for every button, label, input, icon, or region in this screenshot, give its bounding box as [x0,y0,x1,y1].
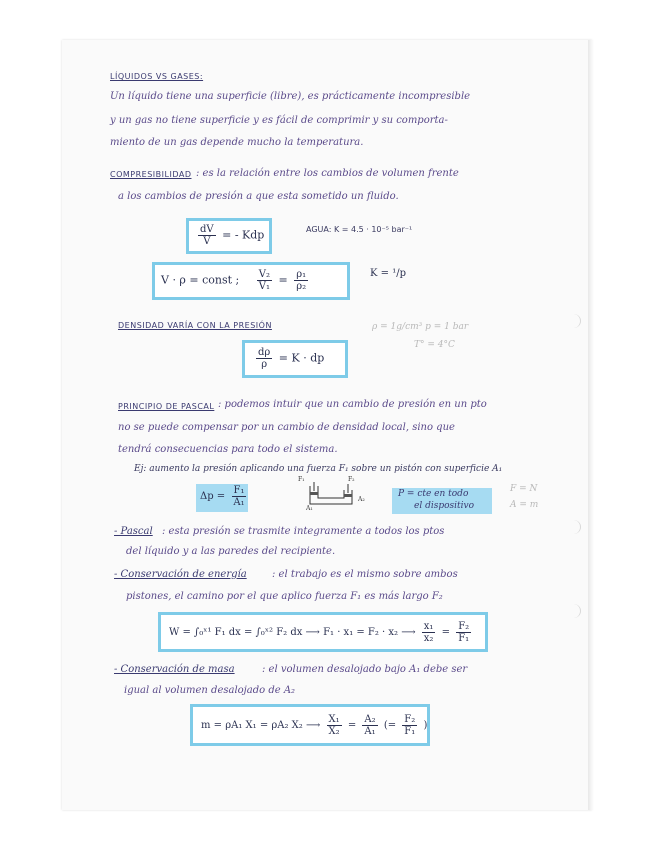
f1-numerator: F₁ [233,485,245,496]
diagram-a2-label: A₂ [358,496,365,503]
compressibility-equation [195,224,264,247]
pressure-change-equation [200,485,250,508]
rho1-over-rho2 [294,269,308,292]
v1-denominator: V₁ [258,281,270,292]
margin-mark [566,520,581,534]
mass-equation: m = ρA₁ X₁ = ρA₂ X₂ ⟶ $\frac{\text{X₁}}{\text{X₂}}$ = $\frac{\text{A₂}}{\text{A₁}}$ (= $\frac{\text{F₂}}{\text{F₁}}$ ) [201,714,428,737]
diagram-f2-label: F₂ [348,476,355,483]
density-reference-note-2: T° = 4°C [414,340,455,350]
mass-relation: m = ρA₁ X₁ = ρA₂ X₂ ⟶ [201,720,321,731]
pascal-line-2: no se puede compensar por un cambio de densidad local, sino que [118,422,455,433]
a2-numerator: A₂ [364,714,376,725]
pressure-change-box [196,484,248,512]
pascal-bullet-label: - Pascal [114,526,153,537]
v-denominator: V [203,236,211,247]
constant-pressure-line-1: P = cte en todo [398,489,469,499]
x1-numerator: x₁ [423,621,434,632]
compressibility-equation-box [186,218,272,254]
density-reference-note-1: ρ = 1g/cm³ p = 1 bar [372,322,469,332]
pascal-bullet-line-1: : esta presión se trasmite integramente a todos los ptos [162,526,445,537]
f2-over-f1-mass [402,714,417,737]
constant-pressure-line-2: el dispositivo [414,501,474,511]
v-rho-const: V · ρ = const ; [161,273,240,287]
density-rhs: = K · dp [278,351,325,365]
compressibility-heading: COMPRESIBILIDAD [110,170,192,179]
compressibility-line-1: : es la relación entre los cambios de volumen frente [196,168,459,179]
constant-pressure-box [392,488,492,514]
density-volume-equation-box [152,262,350,300]
pascal-example: Ej: aumento la presión aplicando una fuerza F₁ sobre un pistón con superficie A₁ [134,464,503,474]
mass-x1-numerator: X₁ [328,714,340,725]
mass-equation-box [190,704,430,746]
units-note-force: F = N [510,484,538,494]
x2-denominator: x₂ [423,633,434,644]
density-heading: DENSIDAD VARÍA CON LA PRESIÓN [118,321,272,330]
pascal-line-3: tendrá consecuencias para todo el sistema. [118,444,338,455]
pascal-line-1: : podemos intuir que un cambio de presión en un pto [218,399,487,410]
density-volume-equation: V · ρ = const ; $\frac{\text{V₂}}{\text{V₁}}$ = $\frac{\text{ρ₁}}{\text{ρ₂}}$ [161,269,307,292]
mass-bullet-line-1: : el volumen desalojado bajo A₁ debe ser [262,664,468,675]
f2-over-f1 [456,621,471,644]
mass-bullet-label: - Conservación de masa [114,664,235,675]
mass-bullet-line-2: igual al volumen desalojado de A₂ [124,685,296,696]
diagram-f1-label: F₁ [298,476,305,483]
f2-numerator: F₂ [458,621,470,632]
drho-over-rho [256,347,272,370]
energy-equation-box [158,612,488,652]
compressibility-rhs: = - Kdp [222,228,265,242]
f1-denominator: F₁ [458,633,470,644]
pascal-bullet-line-2: del líquido y a las paredes del recipiente. [126,546,336,557]
x1-over-x2 [422,621,436,644]
liquids-line-1: Un líquido tiene una superficie (libre), es prácticamente incompresible [110,91,471,102]
pascal-heading: PRINCIPIO DE PASCAL [118,402,215,411]
energy-bullet-line-2: pistones, el camino por el que aplico fuerza F₁ es más largo F₂ [126,591,443,602]
v2-numerator: V₂ [258,269,270,280]
density-equation [253,347,324,370]
margin-mark [566,604,581,618]
energy-bullet-line-1: : el trabajo es el mismo sobre ambos [272,569,458,580]
dv-over-v [198,224,216,247]
water-compressibility-note: AGUA: K = 4.5 · 10⁻⁵ bar⁻¹ [306,225,413,234]
dv-numerator: dV [200,224,214,235]
dp-label: Δp = [200,491,226,502]
mass-f2-numerator: F₂ [404,714,416,725]
compressibility-line-2: a los cambios de presión a que esta sometido un fluido. [118,191,399,202]
mass-x2-denominator: X₂ [328,726,340,737]
liquids-heading: LÍQUIDOS VS GASES: [110,72,204,81]
margin-mark [566,314,581,328]
energy-bullet-label: - Conservación de energía [114,569,247,580]
liquids-line-3: miento de un gas depende mucho la temperatura. [110,137,364,148]
work-equation: W = ∫₀ˣ¹ F₁ dx = ∫₀ˣ² F₂ dx ⟶ F₁ · x₁ = F₂ · x₂ ⟶ [169,627,416,638]
x1-over-x2-mass [327,714,342,737]
rho-denominator: ρ [261,359,268,370]
units-note-area: A = m [510,500,539,510]
rho2-denominator: ρ₂ [296,281,307,292]
k-inverse-note: K = ¹/p [370,268,406,279]
liquids-line-2: y un gas no tiene superficie y es fácil de comprimir y su comporta- [110,115,448,126]
drho-numerator: dρ [258,347,271,358]
v2-over-v1 [257,269,272,292]
page-edge-shadow [588,40,594,810]
energy-equation: W = ∫₀ˣ¹ F₁ dx = ∫₀ˣ² F₂ dx ⟶ F₁ · x₁ = F₂ · x₂ ⟶ $\frac{\text{x₁}}{\text{x₂}}$ = $\frac{\text{F₂}}{\text{F₁}}$ [169,621,470,644]
a1-denominator: A₁ [233,497,245,508]
f1-over-a1 [231,485,246,508]
mass-f1-denominator: F₁ [404,726,416,737]
rho1-numerator: ρ₁ [296,269,307,280]
diagram-a1-label: A₁ [306,505,313,512]
a1-denominator-mass: A₁ [364,726,376,737]
a2-over-a1 [362,714,377,737]
density-equation-box [242,340,348,378]
